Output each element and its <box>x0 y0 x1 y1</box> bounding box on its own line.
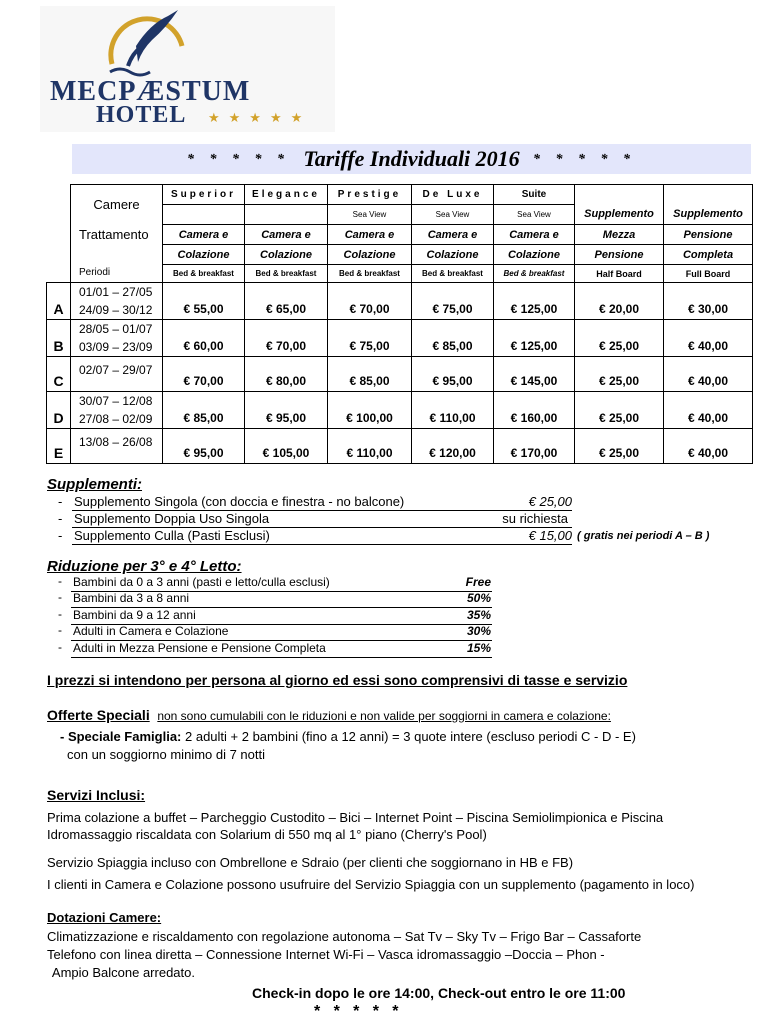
seaview-deluxe: Sea View <box>412 205 494 225</box>
price-cell: € 125,00 <box>494 283 575 320</box>
table-row <box>47 320 753 357</box>
price-cell: € 125,00 <box>494 320 575 357</box>
completa: Completa <box>664 245 753 265</box>
bb-4: Bed & breakfast <box>412 265 494 283</box>
riduzione-title: Riduzione per 3° e 4° Letto: <box>47 558 242 575</box>
supp-value-2: su richiesta <box>502 511 568 526</box>
camera-e-4: Camera e <box>412 225 494 245</box>
page-title: Tariffe Individuali 2016 <box>303 146 520 171</box>
pensione-half: Pensione <box>575 245 664 265</box>
supp-dash-2: - <box>58 511 63 526</box>
famiglia-text2: con un soggiorno minimo di 7 notti <box>67 747 266 762</box>
header-periodi: Periodi <box>71 265 163 283</box>
rid-dash-1: - <box>58 574 62 588</box>
servizi-title: Servizi Inclusi: <box>47 787 146 803</box>
price-cell: € 40,00 <box>664 429 753 464</box>
colazione-2: Colazione <box>245 245 328 265</box>
price-cell: € 95,00 <box>163 429 245 464</box>
title-stars-right: * * * * * <box>533 152 637 167</box>
colazione-1: Colazione <box>163 245 245 265</box>
half-board: Half Board <box>575 265 664 283</box>
price-cell: € 70,00 <box>328 283 412 320</box>
logo-stars: ★★★★★ <box>208 110 312 125</box>
supp-half: Supplemento <box>575 205 664 225</box>
price-cell: € 75,00 <box>412 283 494 320</box>
price-cell: € 25,00 <box>575 392 664 429</box>
rid-value-3: 35% <box>466 608 491 622</box>
supp-full: Supplemento <box>664 205 753 225</box>
title-band <box>72 144 751 174</box>
price-cell: € 110,00 <box>412 392 494 429</box>
supp-text-1: Supplemento Singola (con doccia e finestra - no balcone) <box>74 494 405 509</box>
price-cell: € 25,00 <box>575 357 664 392</box>
bb-3: Bed & breakfast <box>328 265 412 283</box>
servizi-line4: I clienti in Camera e Colazione possono usufruire del Servizio Spiaggia con un supplemento (pagamento in loco) <box>47 877 695 892</box>
rid-dash-4: - <box>58 623 62 637</box>
price-cell: € 95,00 <box>412 357 494 392</box>
supp-value-3: € 15,00 <box>528 528 572 543</box>
camera-e-3: Camera e <box>328 225 412 245</box>
famiglia-text: 2 adulti + 2 bambini (fino a 12 anni) = 3 quote intere (escluso periodi C - D - E) <box>185 729 636 744</box>
supp-dash-3: - <box>58 528 63 543</box>
colazione-5: Colazione <box>494 245 575 265</box>
price-cell: € 85,00 <box>163 392 245 429</box>
supplementi-title: Supplementi: <box>47 476 143 493</box>
price-cell: € 70,00 <box>245 320 328 357</box>
period-letter-a: A <box>47 283 71 320</box>
period-d-1: 30/07 – 12/08 <box>79 394 153 408</box>
rid-dash-3: - <box>58 607 62 621</box>
logo-line1: MECPÆSTUM <box>50 76 251 107</box>
price-cell: € 40,00 <box>664 357 753 392</box>
price-cell: € 60,00 <box>163 320 245 357</box>
mezza: Mezza <box>575 225 664 245</box>
period-letter-d: D <box>47 392 71 429</box>
price-cell: € 100,00 <box>328 392 412 429</box>
hotel-logo <box>40 6 335 132</box>
colazione-4: Colazione <box>412 245 494 265</box>
period-letter-b: B <box>47 320 71 357</box>
table-row <box>47 429 753 464</box>
famiglia-label: - Speciale Famiglia: <box>60 729 182 744</box>
rid-text-2: Bambini da 3 a 8 anni <box>73 591 190 605</box>
price-cell: € 25,00 <box>575 429 664 464</box>
price-cell: € 160,00 <box>494 392 575 429</box>
colazione-3: Colazione <box>328 245 412 265</box>
rid-text-4: Adulti in Camera e Colazione <box>73 624 229 638</box>
room-suite: Suite <box>494 185 575 205</box>
full-board: Full Board <box>664 265 753 283</box>
period-d-2: 27/08 – 02/09 <box>79 412 153 426</box>
price-cell: € 170,00 <box>494 429 575 464</box>
rid-text-1: Bambini da 0 a 3 anni (pasti e letto/culla esclusi) <box>73 575 330 589</box>
offerte-title: Offerte Speciali <box>47 707 150 723</box>
servizi-line3: Servizio Spiaggia incluso con Ombrellone e Sdraio (per clienti che soggiornano in HB e FB) <box>47 855 574 870</box>
price-cell: € 70,00 <box>163 357 245 392</box>
price-cell: € 120,00 <box>412 429 494 464</box>
price-cell: € 85,00 <box>328 357 412 392</box>
checkin-note: Check-in dopo le ore 14:00, Check-out entro le ore 11:00 <box>252 985 626 1001</box>
table-row <box>47 392 753 429</box>
table-row <box>47 357 753 392</box>
bb-2: Bed & breakfast <box>245 265 328 283</box>
seaview-prestige: Sea View <box>328 205 412 225</box>
servizi-line1: Prima colazione a buffet – Parcheggio Custodito – Bici – Internet Point – Piscina Semiolimpionica e Piscina <box>47 810 664 825</box>
price-cell: € 95,00 <box>245 392 328 429</box>
price-cell: € 145,00 <box>494 357 575 392</box>
price-cell: € 40,00 <box>664 392 753 429</box>
dotazioni-line2: Telefono con linea diretta – Connessione Internet Wi-Fi – Vasca idromassaggio –Doccia – Phon - <box>47 947 605 962</box>
rid-text-3: Bambini da 9 a 12 anni <box>73 608 196 622</box>
price-cell: € 25,00 <box>575 320 664 357</box>
prezzi-note: I prezzi si intendono per persona al giorno ed essi sono comprensivi di tasse e servizio <box>47 672 628 688</box>
camera-e-2: Camera e <box>245 225 328 245</box>
rid-value-2: 50% <box>466 591 491 605</box>
price-cell: € 105,00 <box>245 429 328 464</box>
supp-text-3: Supplemento Culla (Pasti Esclusi) <box>74 528 270 543</box>
price-cell: € 40,00 <box>664 320 753 357</box>
divider <box>71 657 492 658</box>
servizi-line2: Idromassaggio riscaldata con Solarium di 550 mq al 1° piano (Cherry's Pool) <box>47 827 487 842</box>
price-cell: € 30,00 <box>664 283 753 320</box>
period-b-1: 28/05 – 01/07 <box>79 322 153 336</box>
supp-value-1: € 25,00 <box>528 494 572 509</box>
rid-value-5: 15% <box>466 641 491 655</box>
camera-e-5: Camera e <box>494 225 575 245</box>
footer-stars: * * * * * <box>314 1003 399 1020</box>
rid-dash-2: - <box>58 590 62 604</box>
logo-line2: HOTEL <box>96 102 187 128</box>
header-camere: Camere <box>71 185 163 225</box>
price-cell: € 85,00 <box>412 320 494 357</box>
period-a-1: 01/01 – 27/05 <box>79 285 153 299</box>
title-stars-left: * * * * * <box>186 152 290 167</box>
room-superior: Superior <box>163 185 245 205</box>
period-letter-c: C <box>47 357 71 392</box>
famiglia-line <box>60 729 636 744</box>
bb-1: Bed & breakfast <box>163 265 245 283</box>
room-deluxe: De Luxe <box>412 185 494 205</box>
header-trattamento: Trattamento <box>71 225 163 245</box>
seaview-suite: Sea View <box>494 205 575 225</box>
offerte-heading <box>47 707 611 723</box>
rid-dash-5: - <box>58 640 62 654</box>
rid-value-1: Free <box>465 575 491 589</box>
period-c-1: 02/07 – 29/07 <box>79 363 153 377</box>
table-row <box>47 283 753 320</box>
rid-text-5: Adulti in Mezza Pensione e Pensione Completa <box>73 641 326 655</box>
period-e-1: 13/08 – 26/08 <box>79 435 153 449</box>
pensione-full: Pensione <box>664 225 753 245</box>
room-prestige: Prestige <box>328 185 412 205</box>
offerte-subtitle: non sono cumulabili con le riduzioni e non valide per soggiorni in camera e colazione: <box>157 709 611 723</box>
price-cell: € 65,00 <box>245 283 328 320</box>
price-cell: € 55,00 <box>163 283 245 320</box>
supp-dash-1: - <box>58 494 63 509</box>
camera-e-1: Camera e <box>163 225 245 245</box>
price-cell: € 75,00 <box>328 320 412 357</box>
dotazioni-line3: Ampio Balcone arredato. <box>49 965 195 980</box>
room-elegance: Elegance <box>245 185 328 205</box>
price-cell: € 110,00 <box>328 429 412 464</box>
period-a-2: 24/09 – 30/12 <box>79 303 153 317</box>
rates-table <box>46 184 753 464</box>
period-b-2: 03/09 – 23/09 <box>79 340 153 354</box>
price-cell: € 80,00 <box>245 357 328 392</box>
dotazioni-title: Dotazioni Camere: <box>47 910 162 925</box>
bb-5: Bed & breakfast <box>494 265 575 283</box>
dotazioni-line1: Climatizzazione e riscaldamento con regolazione autonoma – Sat Tv – Sky Tv – Frigo Bar – Cassaforte <box>47 929 642 944</box>
supp-text-2: Supplemento Doppia Uso Singola <box>74 511 270 526</box>
price-cell: € 20,00 <box>575 283 664 320</box>
supp-note-3: ( gratis nei periodi A – B ) <box>577 530 710 542</box>
period-letter-e: E <box>47 429 71 464</box>
divider <box>72 544 572 545</box>
rid-value-4: 30% <box>466 624 491 638</box>
